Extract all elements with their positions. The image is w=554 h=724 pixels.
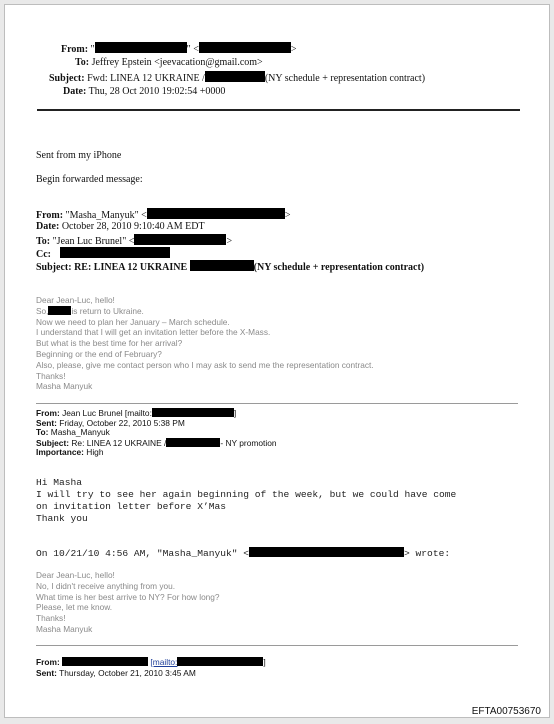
masha-line: Dear Jean-Luc, hello!: [36, 295, 115, 305]
brunel-message-body: [36, 477, 456, 525]
quote-line: [36, 547, 450, 559]
brunel-header-block: [36, 408, 277, 458]
redaction-block: [48, 306, 71, 315]
masha2-line: No, I didn't receive anything from you.: [36, 580, 176, 591]
brunel-to-line: [36, 428, 277, 438]
mailto-link[interactable]: [mailto:: [150, 657, 178, 667]
masha-line: Thanks!: [36, 370, 66, 381]
mailto-close: ]: [263, 657, 266, 667]
masha-message2-body: [36, 570, 220, 635]
masha-line-with-redaction: [36, 306, 374, 317]
forwarded-subject-prefix: RE: LINEA 12 UKRAINE: [74, 262, 188, 273]
header-subject-label: Subject:: [49, 73, 85, 84]
brunel-subject-prefix: Re: LINEA 12 UKRAINE /: [71, 437, 167, 448]
masha2-line: Please, let me know.: [36, 602, 113, 613]
forwarded-from-close: >: [284, 210, 291, 221]
header-date-label: Date:: [63, 86, 87, 97]
header-subject-prefix: Fwd: LINEA 12 UKRAINE /: [87, 73, 205, 84]
brunel-line: I will try to see her again beginning of the week, but we could have come: [36, 489, 457, 500]
begin-forwarded-text: Begin forwarded message:: [36, 174, 143, 185]
quote-suffix: > wrote:: [404, 548, 451, 559]
redaction-block: [199, 42, 291, 53]
quote-prefix: On 10/21/10 4:56 AM, "Masha_Manyuk" <: [36, 548, 250, 559]
forwarded-to-value: "Jean Luc Brunel" <: [52, 236, 135, 247]
forwarded-cc-line: [36, 247, 170, 260]
redaction-block: [205, 71, 265, 82]
last-header-block: [36, 657, 266, 678]
masha-line: But what is the best time for her arrival?: [36, 338, 183, 349]
header-from-line: [61, 42, 297, 55]
forwarded-to-label: To:: [36, 236, 51, 247]
redaction-block: [62, 657, 148, 666]
masha2-line: What time is her best arrive to NY? For how long?: [36, 591, 220, 602]
forwarded-date-label: Date:: [36, 221, 60, 232]
redaction-block: [95, 42, 187, 53]
forwarded-date-line: [36, 221, 205, 232]
brunel-to-value: Masha_Manyuk: [50, 427, 110, 438]
header-to-line: [75, 57, 263, 68]
header-to-label: To:: [75, 57, 90, 68]
brunel-from-close: ]: [233, 408, 237, 418]
forwarded-subject-label: Subject:: [36, 262, 72, 273]
brunel-line: on invitation letter before X’Mas: [36, 501, 226, 512]
forwarded-cc-label: Cc:: [36, 249, 51, 260]
masha-line: Beginning or the end of February?: [36, 348, 162, 359]
forwarded-from-line: [36, 208, 290, 221]
header-subject-line: [49, 71, 425, 84]
masha-line-part: So,: [36, 305, 49, 316]
section-divider: [36, 403, 518, 404]
last-from-line: [36, 657, 266, 668]
header-from-label: From:: [61, 44, 89, 55]
last-sent-value: Thursday, October 21, 2010 3:45 AM: [59, 667, 196, 678]
masha2-line: Thanks!: [36, 613, 66, 624]
forwarded-subject-suffix: (NY schedule + representation contract): [253, 262, 425, 273]
last-sent-label: Sent:: [36, 667, 57, 678]
header-date-value: Thu, 28 Oct 2010 19:02:54 +0000: [88, 86, 226, 97]
sent-from-text: Sent from my iPhone: [36, 150, 122, 161]
brunel-line: Thank you: [36, 513, 88, 524]
redaction-block: [152, 408, 237, 418]
masha2-line: Dear Jean-Luc, hello!: [36, 570, 115, 580]
last-from-label: From:: [36, 657, 60, 667]
redaction-block: [190, 260, 254, 271]
masha-message-body: [36, 295, 374, 392]
header-date-line: [63, 86, 225, 97]
bates-number: EFTA00753670: [471, 706, 541, 717]
header-from-open: ": [90, 44, 95, 55]
redaction-block: [147, 208, 285, 219]
header-from-close: >: [290, 44, 297, 55]
redaction-block: [177, 657, 266, 667]
header-from-mid: " <: [186, 44, 199, 55]
forwarded-from-value: "Masha_Manyuk" <: [65, 210, 147, 221]
brunel-subject-label: Subject:: [36, 437, 70, 448]
forwarded-date-value: October 28, 2010 9:10:40 AM EDT: [61, 221, 205, 232]
section-divider: [36, 645, 518, 646]
last-sent-line: [36, 668, 266, 679]
brunel-sent-label: Sent:: [36, 417, 57, 428]
masha-line-part: is return to Ukraine.: [71, 305, 144, 316]
redaction-block: [166, 438, 220, 447]
header-subject-suffix: (NY schedule + representation contract): [264, 73, 426, 84]
brunel-importance-line: [36, 448, 277, 458]
masha-line: Also, please, give me contact person who I may ask to send me the representation contract.: [36, 359, 374, 370]
forwarded-from-label: From:: [36, 210, 64, 221]
header-divider: [37, 109, 520, 111]
masha2-line: Masha Manyuk: [36, 623, 93, 634]
brunel-importance-value: High: [86, 447, 104, 458]
forwarded-to-close: >: [226, 236, 233, 247]
brunel-from-value: Jean Luc Brunel [mailto:: [62, 408, 152, 418]
brunel-line: Hi Masha: [36, 477, 83, 488]
brunel-sent-value: Friday, October 22, 2010 5:38 PM: [59, 417, 185, 428]
masha-line: Now we need to plan her January – March schedule.: [36, 316, 230, 327]
redaction-block: [60, 247, 170, 258]
header-to-value: Jeffrey Epstein <jeevacation@gmail.com>: [91, 57, 263, 68]
masha-line: I understand that I will get an invitation letter before the X-Mass.: [36, 327, 271, 338]
forwarded-subject-line: [36, 260, 424, 273]
brunel-subject-suffix: - NY promotion: [220, 437, 277, 448]
brunel-from-label: From:: [36, 408, 60, 418]
redaction-block: [249, 547, 404, 557]
document-page: [4, 4, 550, 718]
brunel-importance-label: Importance:: [36, 447, 84, 458]
brunel-to-label: To:: [36, 427, 49, 438]
forwarded-to-line: [36, 234, 232, 247]
redaction-block: [134, 234, 226, 245]
masha-line: Masha Manyuk: [36, 381, 93, 392]
